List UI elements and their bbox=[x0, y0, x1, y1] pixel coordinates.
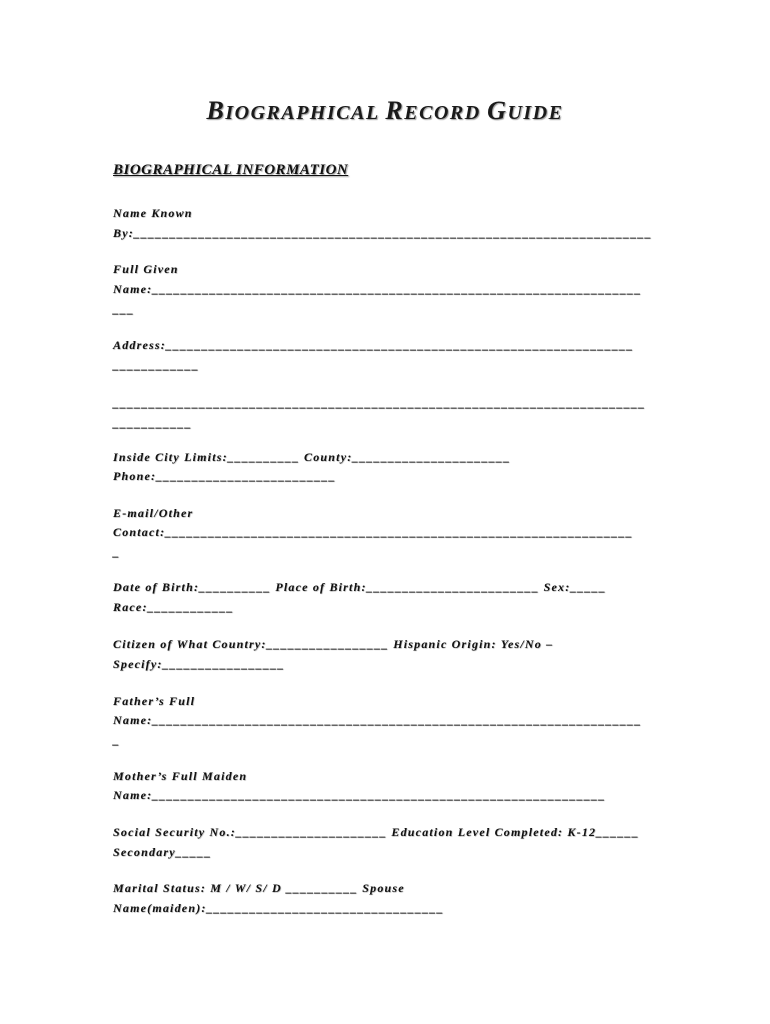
address-field-continued[interactable]: ____________ bbox=[113, 358, 200, 372]
section-heading: BIOGRAPHICAL INFORMATION bbox=[113, 162, 349, 178]
contact-field[interactable]: Contact:_________________________________________________________________ bbox=[113, 525, 634, 539]
full-given-label: Full Given bbox=[113, 262, 179, 276]
title-word-3: UIDE bbox=[507, 102, 564, 124]
full-given-name-field[interactable]: Name:____________________________________________________________________ bbox=[113, 282, 642, 296]
birth-sex-field[interactable]: Date of Birth:__________ Place of Birth:________________________ Sex:_____ bbox=[113, 580, 607, 594]
address-line-2-field[interactable]: __________________________________________________________________________ bbox=[113, 396, 646, 410]
marital-status-field[interactable]: Marital Status: M / W/ S/ D __________ Spouse bbox=[113, 881, 405, 895]
email-other-label: E-mail/Other bbox=[113, 506, 194, 520]
title-word-1: IOGRAPHICAL bbox=[225, 102, 379, 124]
specify-field[interactable]: Specify:_________________ bbox=[113, 657, 285, 671]
citizenship-hispanic-field[interactable]: Citizen of What Country:_________________ Hispanic Origin: Yes/No – bbox=[113, 637, 554, 651]
name-known-by-field[interactable]: By:________________________________________________________________________ bbox=[113, 226, 653, 240]
city-limits-county-field[interactable]: Inside City Limits:__________ County:______________________ bbox=[113, 450, 511, 464]
title-initial-1: B bbox=[206, 96, 226, 125]
title-word-2: ECORD bbox=[404, 102, 481, 124]
contact-field-continued[interactable]: _ bbox=[113, 545, 121, 559]
fathers-name-field[interactable]: Name:____________________________________________________________________ bbox=[113, 713, 642, 727]
mothers-name-field[interactable]: Name:_______________________________________________________________ bbox=[113, 788, 606, 802]
address-field[interactable]: Address:_________________________________________________________________ bbox=[113, 338, 634, 352]
title-initial-2: R bbox=[385, 96, 405, 125]
fathers-name-field-continued[interactable]: _ bbox=[113, 733, 121, 747]
race-field[interactable]: Race:____________ bbox=[113, 600, 235, 614]
spouse-maiden-name-field[interactable]: Name(maiden):_________________________________ bbox=[113, 901, 445, 915]
address-line-2-field-continued[interactable]: ___________ bbox=[113, 416, 193, 430]
page-title bbox=[0, 96, 770, 126]
ssn-education-field[interactable]: Social Security No.:_____________________ Education Level Completed: K-12______ bbox=[113, 825, 640, 839]
mothers-maiden-label: Mother’s Full Maiden bbox=[113, 769, 248, 783]
title-initial-3: G bbox=[487, 96, 508, 125]
secondary-field[interactable]: Secondary_____ bbox=[113, 845, 212, 859]
phone-field[interactable]: Phone:_________________________ bbox=[113, 469, 337, 483]
fathers-full-label: Father’s Full bbox=[113, 694, 196, 708]
full-given-name-field-continued[interactable]: ___ bbox=[113, 302, 135, 316]
name-known-label: Name Known bbox=[113, 206, 193, 220]
